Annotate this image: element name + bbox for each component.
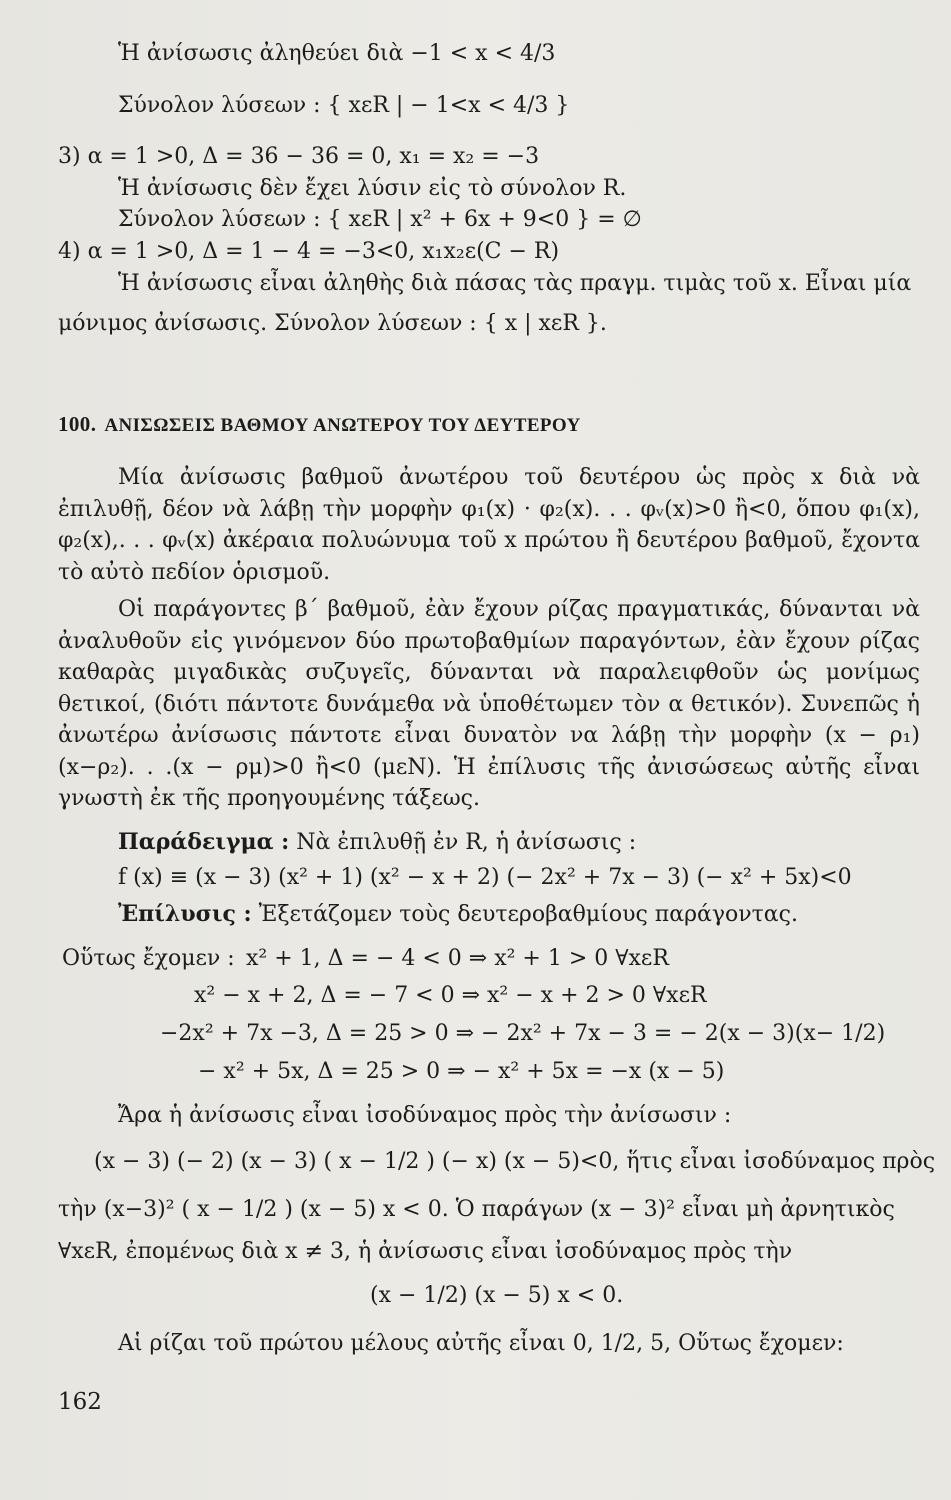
analysis-line: x² − x + 2, Δ = − 7 < 0 ⇒ x² − x + 2 > 0 ∀xεR — [194, 983, 707, 1008]
solution-text: Ἐξετάζομεν τοὺς δευτεροβαθμίους παράγοντας. — [258, 902, 798, 927]
solution-line — [118, 900, 798, 929]
section-heading — [58, 412, 581, 437]
final-line: Αἱ ρίζαι τοῦ πρώτου μέλους αὐτῆς εἶναι 0, 1/2, 5, Οὕτως ἔχομεν: — [118, 1331, 844, 1356]
text-line: Σύνολον λύσεων : { xεR | x² + 6x + 9<0 } = ∅ — [118, 207, 642, 232]
example-label: Παράδειγμα : — [118, 829, 290, 855]
conclusion-line: (x − 3) (− 2) (x − 3) ( x − 1/2 ) (− x) (x − 5)<0, ἥτις εἶναι ἰσοδύναμος πρὸς — [94, 1149, 936, 1174]
solution-label: Ἐπίλυσις : — [118, 901, 252, 927]
analysis-line: x² + 1, Δ = − 4 < 0 ⇒ x² + 1 > 0 ∀xεR — [246, 946, 669, 971]
example-text: Νὰ ἐπιλυθῇ ἐν R, ἡ ἀνίσωσις : — [296, 830, 637, 855]
text-line: 3) α = 1 >0, Δ = 36 − 36 = 0, x₁ = x₂ = −3 — [58, 144, 540, 169]
conclusion-line: ∀xεR, ἐπομένως διὰ x ≠ 3, ἡ ἀνίσωσις εἶναι ἰσοδύναμος πρὸς τὴν — [58, 1239, 793, 1264]
example-equation: f (x) ≡ (x − 3) (x² + 1) (x² − x + 2) (− 2x² + 7x − 3) (− x² + 5x)<0 — [118, 865, 852, 890]
conclusion-line: τὴν (x−3)² ( x − 1/2 ) (x − 5) x < 0. Ὁ παράγων (x − 3)² εἶναι μὴ ἀρνητικὸς — [58, 1197, 895, 1222]
analysis-line: −2x² + 7x −3, Δ = 25 > 0 ⇒ − 2x² + 7x − 3 = − 2(x − 3)(x− 1/2) — [160, 1021, 886, 1046]
conclusion-equation: (x − 1/2) (x − 5) x < 0. — [370, 1283, 624, 1308]
text-line: Σύνολον λύσεων : { xεR | − 1<x < 4/3 } — [118, 93, 570, 118]
analysis-line: − x² + 5x, Δ = 25 > 0 ⇒ − x² + 5x = −x (x − 5) — [198, 1059, 725, 1084]
conclusion-intro: Ἄρα ἡ ἀνίσωσις εἶναι ἰσοδύναμος πρὸς τὴν ἀνίσωσιν : — [118, 1103, 732, 1128]
text-line: Ἡ ἀνίσωσις ἀληθεύει διὰ −1 < x < 4/3 — [118, 41, 556, 66]
paragraph: Μία ἀνίσωσις βαθμοῦ ἀνωτέρου τοῦ δευτέρου ὡς πρὸς x διὰ νὰ ἐπιλυθῇ, δέον νὰ λάβῃ τὴν μορφὴν φ₁(x) · φ₂(x). . . φᵥ(x)>0 ἢ<0, ὅπου φ₁(x), φ₂(x),. . . φᵥ(x) ἀκέραια πολυώνυμα τοῦ x πρώτου ἢ δευτέρου βαθμοῦ, ἔχοντα τὸ αὐτὸ πεδίον ὁρισμοῦ. — [58, 465, 920, 585]
example-line — [118, 828, 636, 857]
paragraph: Οἱ παράγοντες β΄ βαθμοῦ, ἐὰν ἔχουν ρίζας πραγματικάς, δύνανται νὰ ἀναλυθοῦν εἰς γινόμενον δύο πρωτοβαθμίων παραγόντων, ἐὰν ἔχουν ρίζας καθαρὰς μιγαδικὰς συζυγεῖς, δύνανται νὰ παραλειφθοῦν ὡς μονίμως θετικοί, (διότι πάντοτε δυνάμεθα νὰ ὑποθέτωμεν τὸν α θετικόν). Συνεπῶς ἡ ἀνωτέρω ἀνίσωσις πάντοτε εἶναι δυνατὸν να λάβῃ τὴν μορφὴν (x − ρ₁) (x−ρ₂). . .(x − ρμ)>0 ἢ<0 (μεN). Ἡ ἐπίλυσις τῆς ἀνισώσεως αὐτῆς εἶναι γνωστὴ ἐκ τῆς προηγουμένης τάξεως. — [58, 597, 920, 811]
text-line: Ἡ ἀνίσωσις δὲν ἔχει λύσιν εἰς τὸ σύνολον R. — [118, 176, 627, 201]
text-line: 4) α = 1 >0, Δ = 1 − 4 = −3<0, x₁x₂ε(C − R) — [58, 239, 560, 264]
text-line: Ἡ ἀνίσωσις εἶναι ἀληθὴς διὰ πάσας τὰς πραγμ. τιμὰς τοῦ x. Εἶναι μία — [118, 271, 912, 296]
page-number: 162 — [58, 1389, 102, 1415]
section-title: ΑΝΙΣΩΣΕΙΣ ΒΑΘΜΟΥ ΑΝΩΤΕΡΟΥ ΤΟΥ ΔΕΥΤΕΡΟΥ — [104, 415, 581, 436]
section-number: 100. — [58, 412, 97, 436]
text-line: μόνιμος ἀνίσωσις. Σύνολον λύσεων : { x | xεR }. — [58, 311, 607, 336]
analysis-intro: Οὕτως ἔχομεν : — [62, 946, 235, 971]
